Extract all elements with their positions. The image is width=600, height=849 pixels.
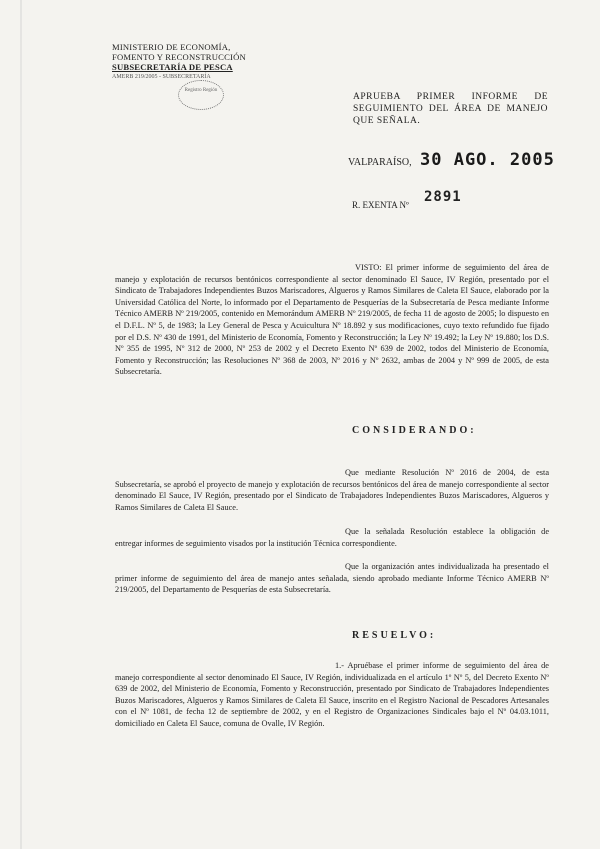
document-subject: APRUEBA PRIMER INFORME DE SEGUIMIENTO DEL ÁREA DE MANEJO QUE SEÑALA.	[353, 92, 548, 126]
place-label: VALPARAÍSO,	[348, 157, 412, 168]
resuelvo-paragraph-1: 1.- Apruébase el primer informe de seguimiento del área de manejo correspondiente al sector denominado El Sauce, IV Región, individualizada en el artículo 1º Nº 5, del Decreto Exento Nº 639 de 2002, del Ministerio de Economía, Fomento y Reconstrucción, presentado por Sindicato de Trabajadores Independientes Buzos Mariscadores, Algueros y Ramos Similares de Caleta El Sauce, inscrito en el Registro Nacional de Pescadores Artesanales con el Nº 1081, de fecha 12 de septiembre de 2002, y en el Registro de Organizaciones Sindicales bajo el Nº 04.03.1011, domiciliado en Caleta El Sauce, comuna de Ovalle, IV Región.	[115, 661, 549, 728]
ministry-name: MINISTERIO DE ECONOMÍA,	[112, 42, 231, 52]
resolution-label: R. EXENTA Nº	[352, 200, 409, 210]
letterhead	[112, 42, 272, 82]
scan-margin-shadow	[20, 0, 22, 849]
visto-paragraph: VISTO: El primer informe de seguimiento del área de manejo y explotación de recursos bentónicos correspondiente al sector denominado El Sauce, IV Región, presentado por el Sindicato de Trabajadores Independientes Buzos Mariscadores, Algueros y Ramos Similares de Caleta El Sauce, elaborado por la Universidad Católica del Norte, lo informado por el Departamento de Pesquerías de la Subsecretaría de Pesca mediante Informe Técnico AMERB Nº 219/2005, contenido en Memorándum AMERB Nº 219/2005, de fecha 11 de agosto de 2005; lo dispuesto en el D.F.L. Nº 5, de 1983; la Ley General de Pesca y Acuicultura Nº 18.892 y sus modificaciones, cuyo texto refundido fue fijado por el D.S. Nº 430 de 1991, del Ministerio de Economía, Fomento y Reconstrucción; la Ley Nº 19.492; la Ley Nº 19.880; los D.S. Nº 355 de 1995, Nº 312 de 2000, Nº 253 de 2002 y el Decreto Exento Nº 639 de 2002, todos del Ministerio de Economía, Fomento y Reconstrucción; las Resoluciones Nº 368 de 2003, Nº 2016 y Nº 2632, ambas de 2004 y Nº 999 de 2005, de esta Subsecretaría.	[115, 263, 549, 377]
date-stamp: 30 AGO. 2005	[420, 150, 555, 170]
resuelvo-heading: RESUELVO:	[352, 630, 437, 641]
reference-line: AMERB 219/2005 - SUBSECRETARÍA	[112, 74, 211, 80]
resolution-number-stamp: 2891	[424, 189, 462, 205]
ministry-name-cont: FOMENTO Y RECONSTRUCCIÓN	[112, 52, 246, 62]
registry-stamp: Registro Región	[178, 80, 224, 110]
considerando-paragraph-2: Que la señalada Resolución establece la obligación de entregar informes de seguimiento visados por la institución Técnica correspondiente.	[115, 527, 549, 548]
considerando-paragraph-1: Que mediante Resolución Nº 2016 de 2004, de esta Subsecretaría, se aprobó el proyecto de manejo y explotación de recursos bentónicos del área de manejo correspondiente al sector denominado El Sauce, IV Región, presentado por el Sindicato de Trabajadores Independientes Buzos Mariscadores, Algueros y Ramos Similares de Caleta El Sauce.	[115, 468, 549, 512]
considerando-paragraph-3: Que la organización antes individualizada ha presentado el primer informe de seguimiento del área de manejo antes señalada, siendo aprobado mediante Informe Técnico AMERB Nº 219/2005, del Departamento de Pesquerías de esta Subsecretaría.	[115, 562, 549, 595]
considerando-heading: CONSIDERANDO:	[352, 425, 477, 436]
subsecretaria-name: SUBSECRETARÍA DE PESCA	[112, 62, 233, 72]
